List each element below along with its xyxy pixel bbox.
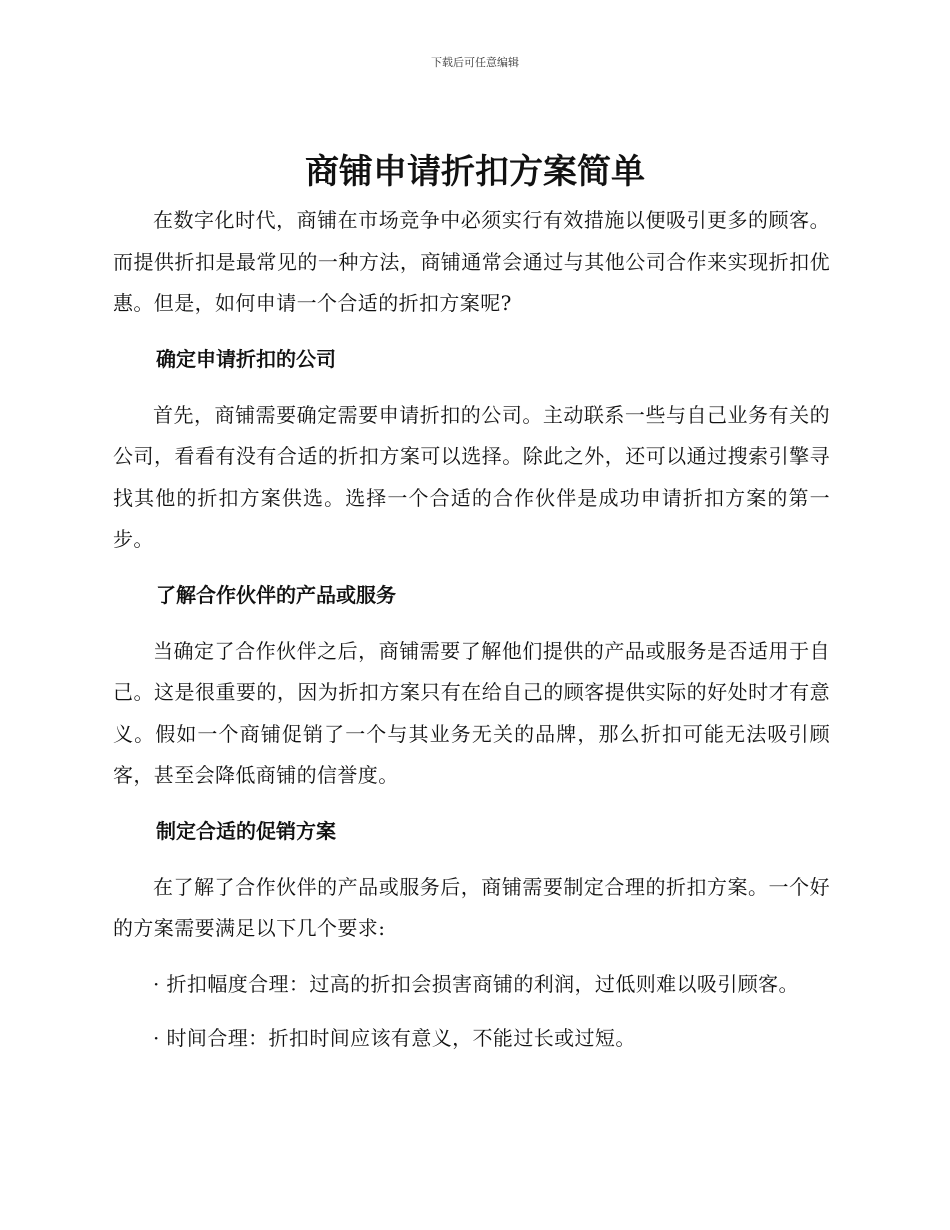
section-paragraph-1: 首先，商铺需要确定需要申请折扣的公司。主动联系一些与自己业务有关的公司，看看有没有合适的折扣方案可以选择。除此之外，还可以通过搜索引擎寻找其他的折扣方案供选。选择一个合适的合作伙伴是成功申请折扣方案的第一步。: [113, 402, 830, 551]
section-heading-2: 了解合作伙伴的产品或服务: [156, 582, 396, 607]
section-paragraph-2: 当确定了合作伙伴之后，商铺需要了解他们提供的产品或服务是否适用于自己。这是很重要的，因为折扣方案只有在给自己的顾客提供实际的好处时才有意义。假如一个商铺促销了一个与其业务无关的品牌，那么折扣可能无法吸引顾客，甚至会降低商铺的信誉度。: [113, 638, 830, 787]
header-note: 下载后可任意编辑: [431, 56, 519, 69]
section-heading-3: 制定合适的促销方案: [156, 818, 336, 843]
bullet-item-1: · 折扣幅度合理：过高的折扣会损害商铺的利润，过低则难以吸引顾客。: [153, 971, 799, 996]
bullet-item-2: · 时间合理：折扣时间应该有意义，不能过长或过短。: [153, 1026, 636, 1050]
document-body: [113, 200, 830, 1060]
section-paragraph-3: 在了解了合作伙伴的产品或服务后，商铺需要制定合理的折扣方案。一个好的方案需要满足以下几个要求:: [113, 874, 830, 940]
document-title: 商铺申请折扣方案简单: [305, 152, 645, 192]
section-heading-1: 确定申请折扣的公司: [156, 346, 336, 371]
intro-paragraph: 在数字化时代，商铺在市场竞争中必须实行有效措施以便吸引更多的顾客。而提供折扣是最常见的一种方法，商铺通常会通过与其他公司合作来实现折扣优惠。但是，如何申请一个合适的折扣方案呢?: [113, 208, 830, 315]
